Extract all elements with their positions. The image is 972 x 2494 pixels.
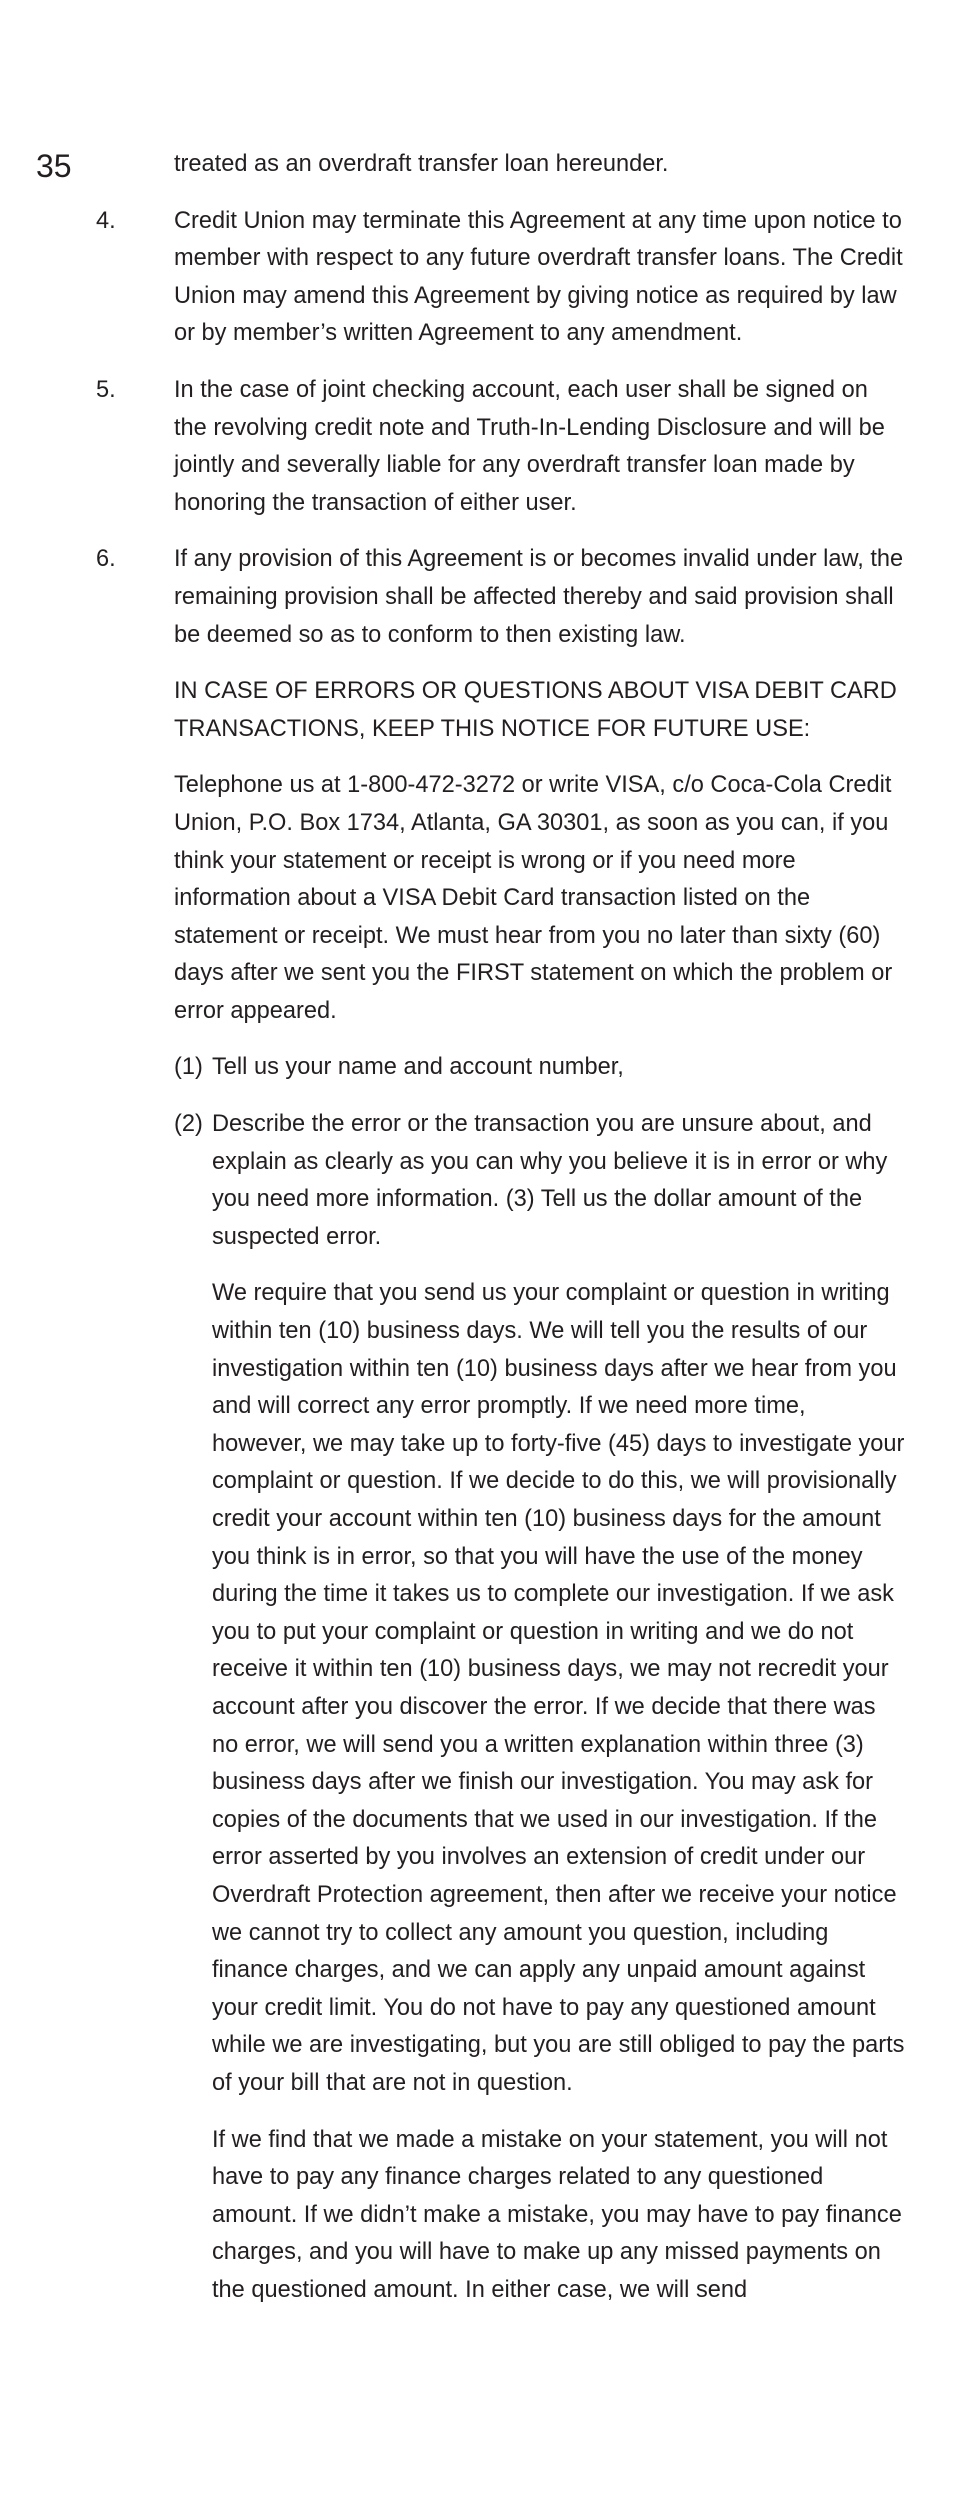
page-content — [96, 146, 906, 2328]
item-number: 4. — [96, 207, 116, 234]
continued-paragraph: treated as an overdraft transfer loan hereunder. — [174, 151, 669, 177]
step-number: (1) — [174, 1054, 203, 1081]
numbered-item-6 — [96, 541, 906, 654]
numbered-item-4 — [96, 203, 906, 353]
step-text: Describe the error or the transaction you are unsure about, and explain as clearly as you can why you believe it is in error or why you need more information. (3) Tell us the dollar amount of the suspected error. — [212, 1111, 888, 1250]
step-item-1 — [96, 1049, 906, 1087]
step-item-2 — [96, 1106, 906, 1256]
item-number: 6. — [96, 546, 116, 573]
item-text: In the case of joint checking account, each user shall be signed on the revolving credit note and Truth-In-Lending Disclosure and will be jointly and severally liable for any overdraft transfer loan made by honoring the transaction of either user. — [174, 376, 885, 516]
page-number: 35 — [36, 148, 72, 184]
errors-heading: IN CASE OF ERRORS OR QUESTIONS ABOUT VISA DEBIT CARD TRANSACTIONS, KEEP THIS NOTICE FOR FUTURE USE: — [174, 678, 897, 742]
item-number: 5. — [96, 376, 116, 403]
numbered-item-5 — [96, 372, 906, 522]
mistake-paragraph: If we find that we made a mistake on your statement, you will not have to pay any finance charges related to any questioned amount. If we didn’t make a mistake, you may have to pay finance charges, and you will have to make up any missed payments on the questioned amount. In either case, we will send — [212, 2126, 902, 2303]
contact-paragraph: Telephone us at 1-800-472-3272 or write VISA, c/o Coca-Cola Credit Union, P.O. Box 1734, Atlanta, GA 30301, as soon as you can, if you think your statement or receipt is wrong or if you need more information about a VISA Debit Card transaction listed on the statement or receipt. We must hear from you no later than sixty (60) days after we sent you the FIRST statement on which the problem or error appeared. — [174, 772, 893, 1024]
step-number: (2) — [174, 1111, 203, 1138]
step-text: Tell us your name and account number, — [212, 1054, 624, 1081]
item-text: Credit Union may terminate this Agreement at any time upon notice to member with respect to any future overdraft transfer loans. The Credit Union may amend this Agreement by giving notice as required by law or by member’s written Agreement to any amendment. — [174, 207, 903, 347]
item-text: If any provision of this Agreement is or becomes invalid under law, the remaining provision shall be affected thereby and said provision shall be deemed so as to conform to then existing law. — [174, 546, 904, 648]
investigation-paragraph: We require that you send us your complaint or question in writing within ten (10) business days. We will tell you the results of our investigation within ten (10) business days after we hear from you and will correct any error promptly. If we need more time, however, we may take up to forty-five (45) days to investigate your complaint or question. If we decide to do this, we will provisionally credit your account within ten (10) business days for the amount you think is in error, so that you will have the use of the money during the time it takes us to complete our investigation. If we ask you to put your complaint or question in writing and we do not receive it within ten (10) business days, we may not recredit your account after you discover the error. If we decide that there was no error, we will send you a written explanation within three (3) business days after we finish our investigation. You may ask for copies of the documents that we used in our investigation. If the error asserted by you involves an extension of credit under our Overdraft Protection agreement, then after we receive your notice we cannot try to collect any amount you question, including finance charges, and we can apply any unpaid amount against your credit limit. You do not have to pay any questioned amount while we are investigating, but you are still obliged to pay the parts of your bill that are not in question. — [212, 1280, 905, 2096]
